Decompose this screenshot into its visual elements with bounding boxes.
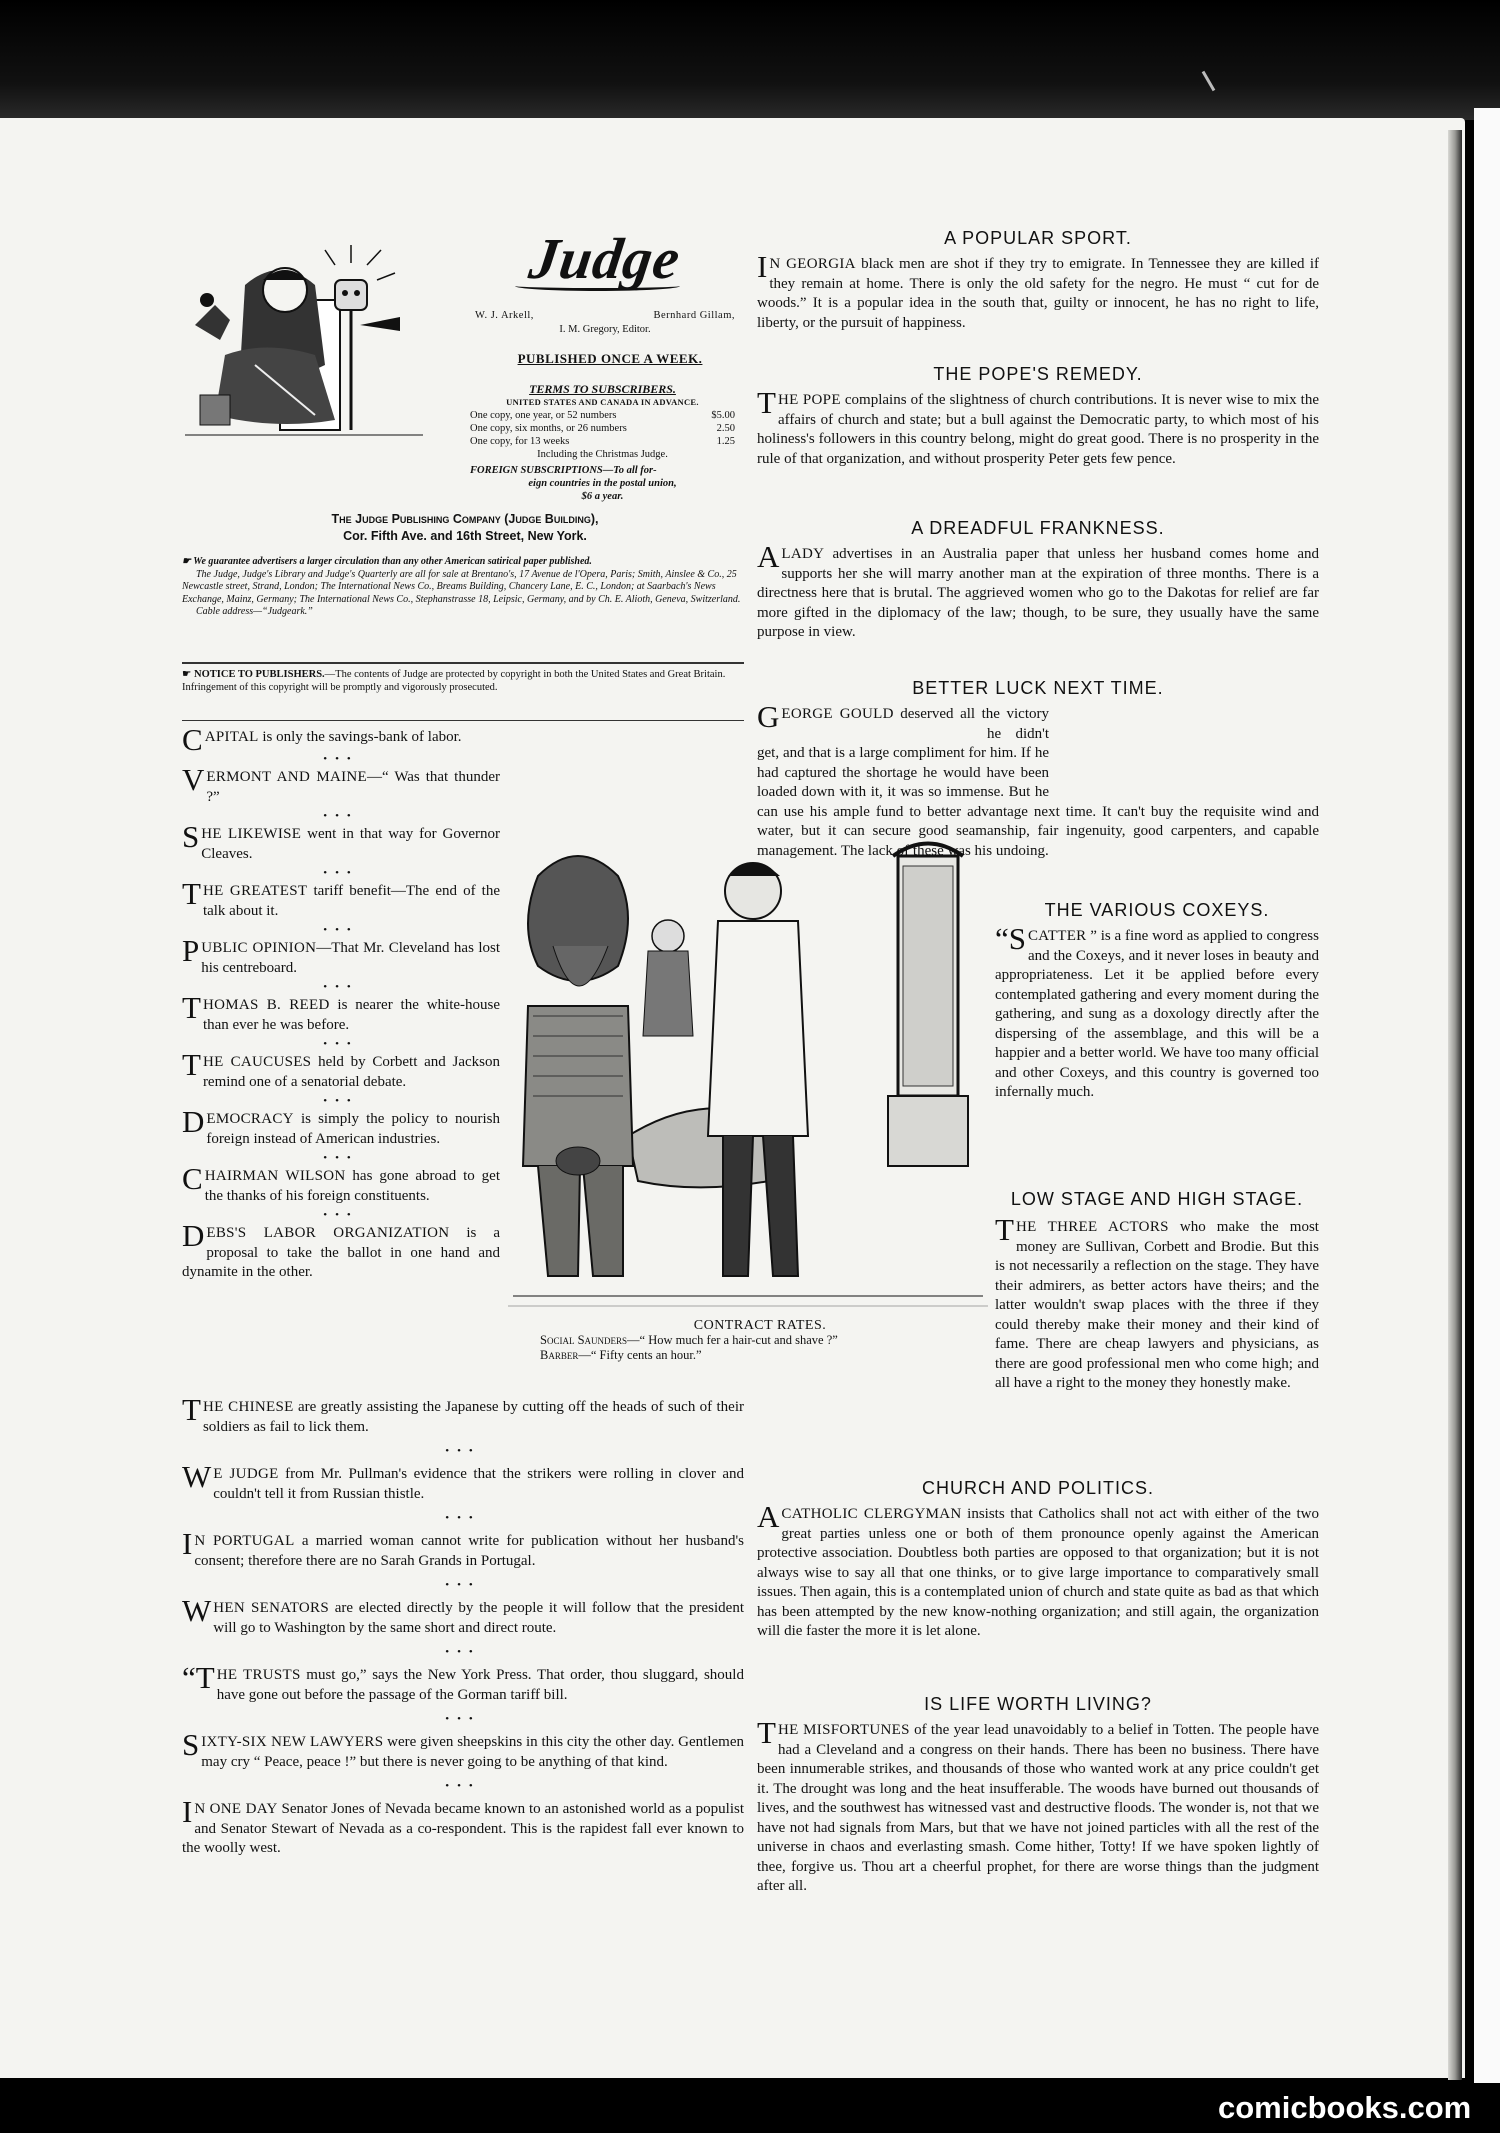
- article-heading: A DREADFUL FRANKNESS.: [911, 518, 1165, 538]
- article-popular-sport: [757, 228, 1319, 333]
- cable-address: Cable address—“Judgeark.”: [196, 606, 313, 617]
- separator-dots: •••: [445, 1780, 481, 1792]
- terms-title: TERMS TO SUBSCRIBERS.: [529, 382, 676, 396]
- foreign-subscriptions: FOREIGN SUBSCRIPTIONS—To all for-: [470, 465, 657, 476]
- editor-right: Bernhard Gillam,: [653, 310, 735, 321]
- separator-dots: •••: [445, 1646, 481, 1658]
- article-low-stage: [995, 1186, 1319, 1394]
- terms-subtitle: UNITED STATES AND CANADA IN ADVANCE.: [506, 397, 699, 407]
- paragraph-item: “THE TRUSTS must go,” says the New York Press. That order, thou sluggard, should have gone out before the passage of the Gorman tariff bill.: [182, 1660, 744, 1703]
- scan-top-shadow: [0, 0, 1500, 120]
- article-body: “SCATTER ” is a fine word as applied to congress and the Coxeys, and it never loses in beauty and appropriateness. Let it be applied before every contemplated gathering and every moment during the gathering, and sung as a doxology directly after the dispersing of the assemblage, and this will be a happier and a better world. We have too many official and other Coxeys, and this country is governed too infernally much.: [995, 921, 1319, 1100]
- pointing-hand-icon: ☛: [182, 556, 194, 567]
- paragraph-item: W E JUDGE from Mr. Pullman's evidence that the strikers were rolling in clover and couldn't tell it from Russian thistle.: [182, 1459, 744, 1502]
- masthead-cartoon-illustration: [185, 245, 423, 445]
- article-heading: CHURCH AND POLITICS.: [921, 1478, 1155, 1498]
- watermark: comicbooks.com: [1218, 2090, 1472, 2125]
- paragraph-item: DEBS'S LABOR ORGANIZATION is a proposal to take the ballot in one hand and dynamite in the other.: [182, 1218, 500, 1280]
- separator-dots: •••: [323, 1038, 359, 1050]
- caption-line-2: Barber—“ Fifty cents an hour.”: [540, 1348, 702, 1362]
- paragraph-item: PUBLIC OPINION—That Mr. Cleveland has lost his centreboard.: [182, 933, 500, 976]
- paragraph-item: CHAIRMAN WILSON has gone abroad to get the thanks of his foreign constituents.: [182, 1161, 500, 1204]
- divider-rule: [182, 662, 744, 664]
- paragraph-item: VERMONT AND MAINE—“ Was that thunder ?”: [182, 762, 500, 805]
- article-life-worth-living: [757, 1694, 1319, 1897]
- article-better-luck: [757, 678, 1319, 861]
- article-body: THE MISFORTUNES of the year lead unavoidably to a belief in Totten. The people have had a Cleveland and a congress on their hands. There has been no business. There have been innumerable strikes, and thousands of those who wanted work at any price couldn't get it. The drought was long and the heat insufferable. The woods have burned out thousands of lives, and the southwest has witnessed vast and destructive floods. The wonder is, not that we have not had signals from Mars, but that we have not joined particles with all the rest of the universe in chaos and everlasting smash. Come hither, Totty! If we have spoken lightly of thee, forgive us. Thou art a cheerful prophet, for there are worse things than the judgment after all.: [757, 1715, 1319, 1894]
- subscription-terms: [470, 383, 735, 503]
- separator-dots: •••: [323, 867, 359, 879]
- separator-dots: •••: [323, 981, 359, 993]
- article-heading: LOW STAGE AND HIGH STAGE.: [1010, 1189, 1304, 1209]
- separator-dots: •••: [323, 1209, 359, 1221]
- separator-dots: •••: [445, 1713, 481, 1725]
- article-popes-remedy: [757, 364, 1319, 469]
- facing-page-edge: [1474, 108, 1500, 2083]
- separator-dots: •••: [323, 753, 359, 765]
- advertiser-notice: [182, 556, 744, 619]
- editors-block: [475, 309, 735, 337]
- paragraph-item: I N ONE DAY Senator Jones of Nevada became known to an astonished world as a populist and Senator Stewart of Nevada as a co-respondent. This is the rapidest fall ever known to the woolly west.: [182, 1794, 744, 1856]
- foreign-price: $6 a year.: [581, 491, 624, 502]
- paragraph-item: SHE LIKEWISE went in that way for Governor Cleaves.: [182, 819, 500, 862]
- masthead-flourish: [515, 281, 680, 291]
- foreign-subscriptions-2: eign countries in the postal union,: [528, 478, 677, 489]
- separator-dots: •••: [445, 1445, 481, 1457]
- separator-dots: •••: [323, 810, 359, 822]
- article-heading: IS LIFE WORTH LIVING?: [924, 1694, 1152, 1714]
- cartoon-caption: [540, 1318, 980, 1363]
- article-heading: BETTER LUCK NEXT TIME.: [912, 678, 1164, 698]
- paragraph-item: THOMAS B. REED is nearer the white-house than ever he was before.: [182, 990, 501, 1033]
- caption-title: CONTRACT RATES.: [693, 1318, 827, 1333]
- paragraph-item: WHEN SENATORS are elected directly by the people it will follow that the president will go to Washington by the same short and direct route.: [182, 1593, 744, 1636]
- separator-dots: •••: [323, 1095, 359, 1107]
- masthead-title: Judge: [525, 226, 685, 291]
- terms-note: Including the Christmas Judge.: [537, 449, 668, 460]
- article-various-coxeys: [995, 900, 1319, 1103]
- page-gutter-shadow: [1448, 130, 1462, 2080]
- article-heading: THE POPE'S REMEDY.: [933, 364, 1143, 384]
- sale-note: The Judge, Judge's Library and Judge's Quarterly are all for sale at Brentano's, 17 Avenue de l'Opera, Paris; Smith, Ainslee & Co., 25 Newcastle street, Strand, London; The International News Co., Breams Building, Chancery Lane, E. C., London; at Saarbach's News Exchange, Mainz, Germany; The International News Co., Stephanstrasse 18, Leipsic, Germany, and by Ch. E. Alioth, Geneva, Switzerland.: [182, 568, 741, 605]
- paragraph-item: THE GREATEST tariff benefit—The end of the talk about it.: [182, 876, 501, 919]
- article-body: G EORGE GOULD deserved all the victory he didn't get, and that is a large compliment for him. If he had captured the shortage he would have been loaded down with it, it was so immense. But he can use his ample fund to better advantage next time. It can't buy the requisite wind and water, but it can secure good seamanship, fair ingenuity, good carpenters, and capable management. The lack of these was his undoing.: [757, 699, 1319, 859]
- masthead: [185, 225, 745, 555]
- article-body: THE THREE ACTORS who make the most money are Sullivan, Corbett and Brodie. But this is not necessarily a reflection on the stage. They have their admirers, as better actors have theirs; and the latter wouldn't swap places with the three if they could thereby make their money and their kind of fame. There are cheap lawyers and physicians, as there are good professional men who come high; and all have a right to the money they honestly make.: [995, 1212, 1319, 1391]
- separator-dots: •••: [445, 1512, 481, 1524]
- publishers-notice: [182, 668, 744, 694]
- company-name: The Judge Publishing Company (Judge Building),: [331, 512, 599, 526]
- terms-row: One copy, six months, or 26 numbers 2.50: [470, 423, 735, 434]
- article-dreadful-frankness: [757, 518, 1319, 643]
- article-body: THE POPE complains of the slightness of church contributions. It is never wise to mix the affairs of church and state; but a bull against the Democratic party, to which most of his holiness's followers in this country belong, might do great good. There is no prosperity in the rule of that organization, and without prosperity Peter gets few pence.: [757, 385, 1319, 467]
- article-body: A LADY advertises in an Australia paper that unless her husband comes home and supports her she will marry another man at the expiration of three months. There is a directness here that is brutal. The aggrieved women who go to the Dakotas for relief are far more gifted in the diplomacy of the law; though, to be sure, they usually have the same purpose in view.: [757, 539, 1319, 640]
- terms-row: One copy, for 13 weeks 1.25: [470, 436, 735, 447]
- paragraph-item: THE CAUCUSES held by Corbett and Jackson remind one of a senatorial debate.: [182, 1047, 500, 1090]
- separator-dots: •••: [323, 924, 359, 936]
- guarantee-note: ☛ We guarantee advertisers a larger circulation than any other American satirical paper published.: [182, 556, 592, 567]
- editor-line: I. M. Gregory, Editor.: [559, 324, 651, 335]
- company-address: Cor. Fifth Ave. and 16th Street, New York.: [343, 529, 587, 543]
- separator-dots: •••: [445, 1579, 481, 1591]
- divider-rule: [182, 720, 744, 721]
- caption-line-1: Social Saunders—“ How much fer a hair-cut and shave ?”: [540, 1333, 838, 1347]
- notice-label: NOTICE TO PUBLISHERS.: [194, 669, 325, 680]
- terms-row: One copy, one year, or 52 numbers $5.00: [470, 410, 735, 421]
- article-body: I N GEORGIA black men are shot if they try to emigrate. In Tennessee they are killed if they remain at home. There is only the old safety for the negro. He must “ cut for de woods.” It is a popular idea in the south that, guilty or innocent, he has no right to life, liberty, or the pursuit of happiness.: [757, 249, 1320, 331]
- paragraph-item: CAPITAL is only the savings-bank of labor.: [182, 722, 462, 757]
- separator-dots: •••: [323, 1152, 359, 1164]
- publisher-company: [185, 511, 745, 545]
- editor-left: W. J. Arkell,: [475, 310, 534, 321]
- barber-shop-cartoon: [508, 836, 988, 1314]
- pointing-hand-icon: ☛: [182, 669, 195, 680]
- paragraph-item: I N PORTUGAL a married woman cannot write for publication without her husband's consent; therefore there are no Sarah Grands in Portugal.: [182, 1526, 745, 1569]
- article-heading: THE VARIOUS COXEYS.: [1044, 900, 1270, 920]
- notice-text: —The contents of Judge are protected by copyright in both the United States and Great Britain. Infringement of this copyright will be promptly and vigorously prosecuted.: [182, 669, 726, 693]
- article-church-politics: [757, 1478, 1319, 1642]
- published-weekly: PUBLISHED ONCE A WEEK.: [517, 351, 703, 366]
- long-paragraphs: [182, 1392, 745, 1859]
- short-paragraphs: [182, 722, 501, 1283]
- paragraph-item: SIXTY-SIX NEW LAWYERS were given sheepskins in this city the other day. Gentlemen may cry “ Peace, peace !” but there is never going to be anything of that kind.: [182, 1727, 744, 1770]
- article-body: A CATHOLIC CLERGYMAN insists that Catholics shall not act with either of the two great parties unless one or both of them pronounce openly against the American protective association. Doubtless both parties are opposed to that organization; but it is not always wise to say all that one thinks, or to give large importance to comparatively small issues. Then again, this is a contemplated union of church and state quite as bad as that which has been attempted by the new know-nothing organization; and still again, the organization will die faster the more it is let alone.: [757, 1499, 1319, 1639]
- paragraph-item: DEMOCRACY is simply the policy to nourish foreign instead of American industries.: [182, 1104, 500, 1147]
- article-heading: A POPULAR SPORT.: [944, 228, 1132, 248]
- paragraph-item: THE CHINESE are greatly assisting the Japanese by cutting off the heads of such of their soldiers as fail to lick them.: [182, 1392, 744, 1435]
